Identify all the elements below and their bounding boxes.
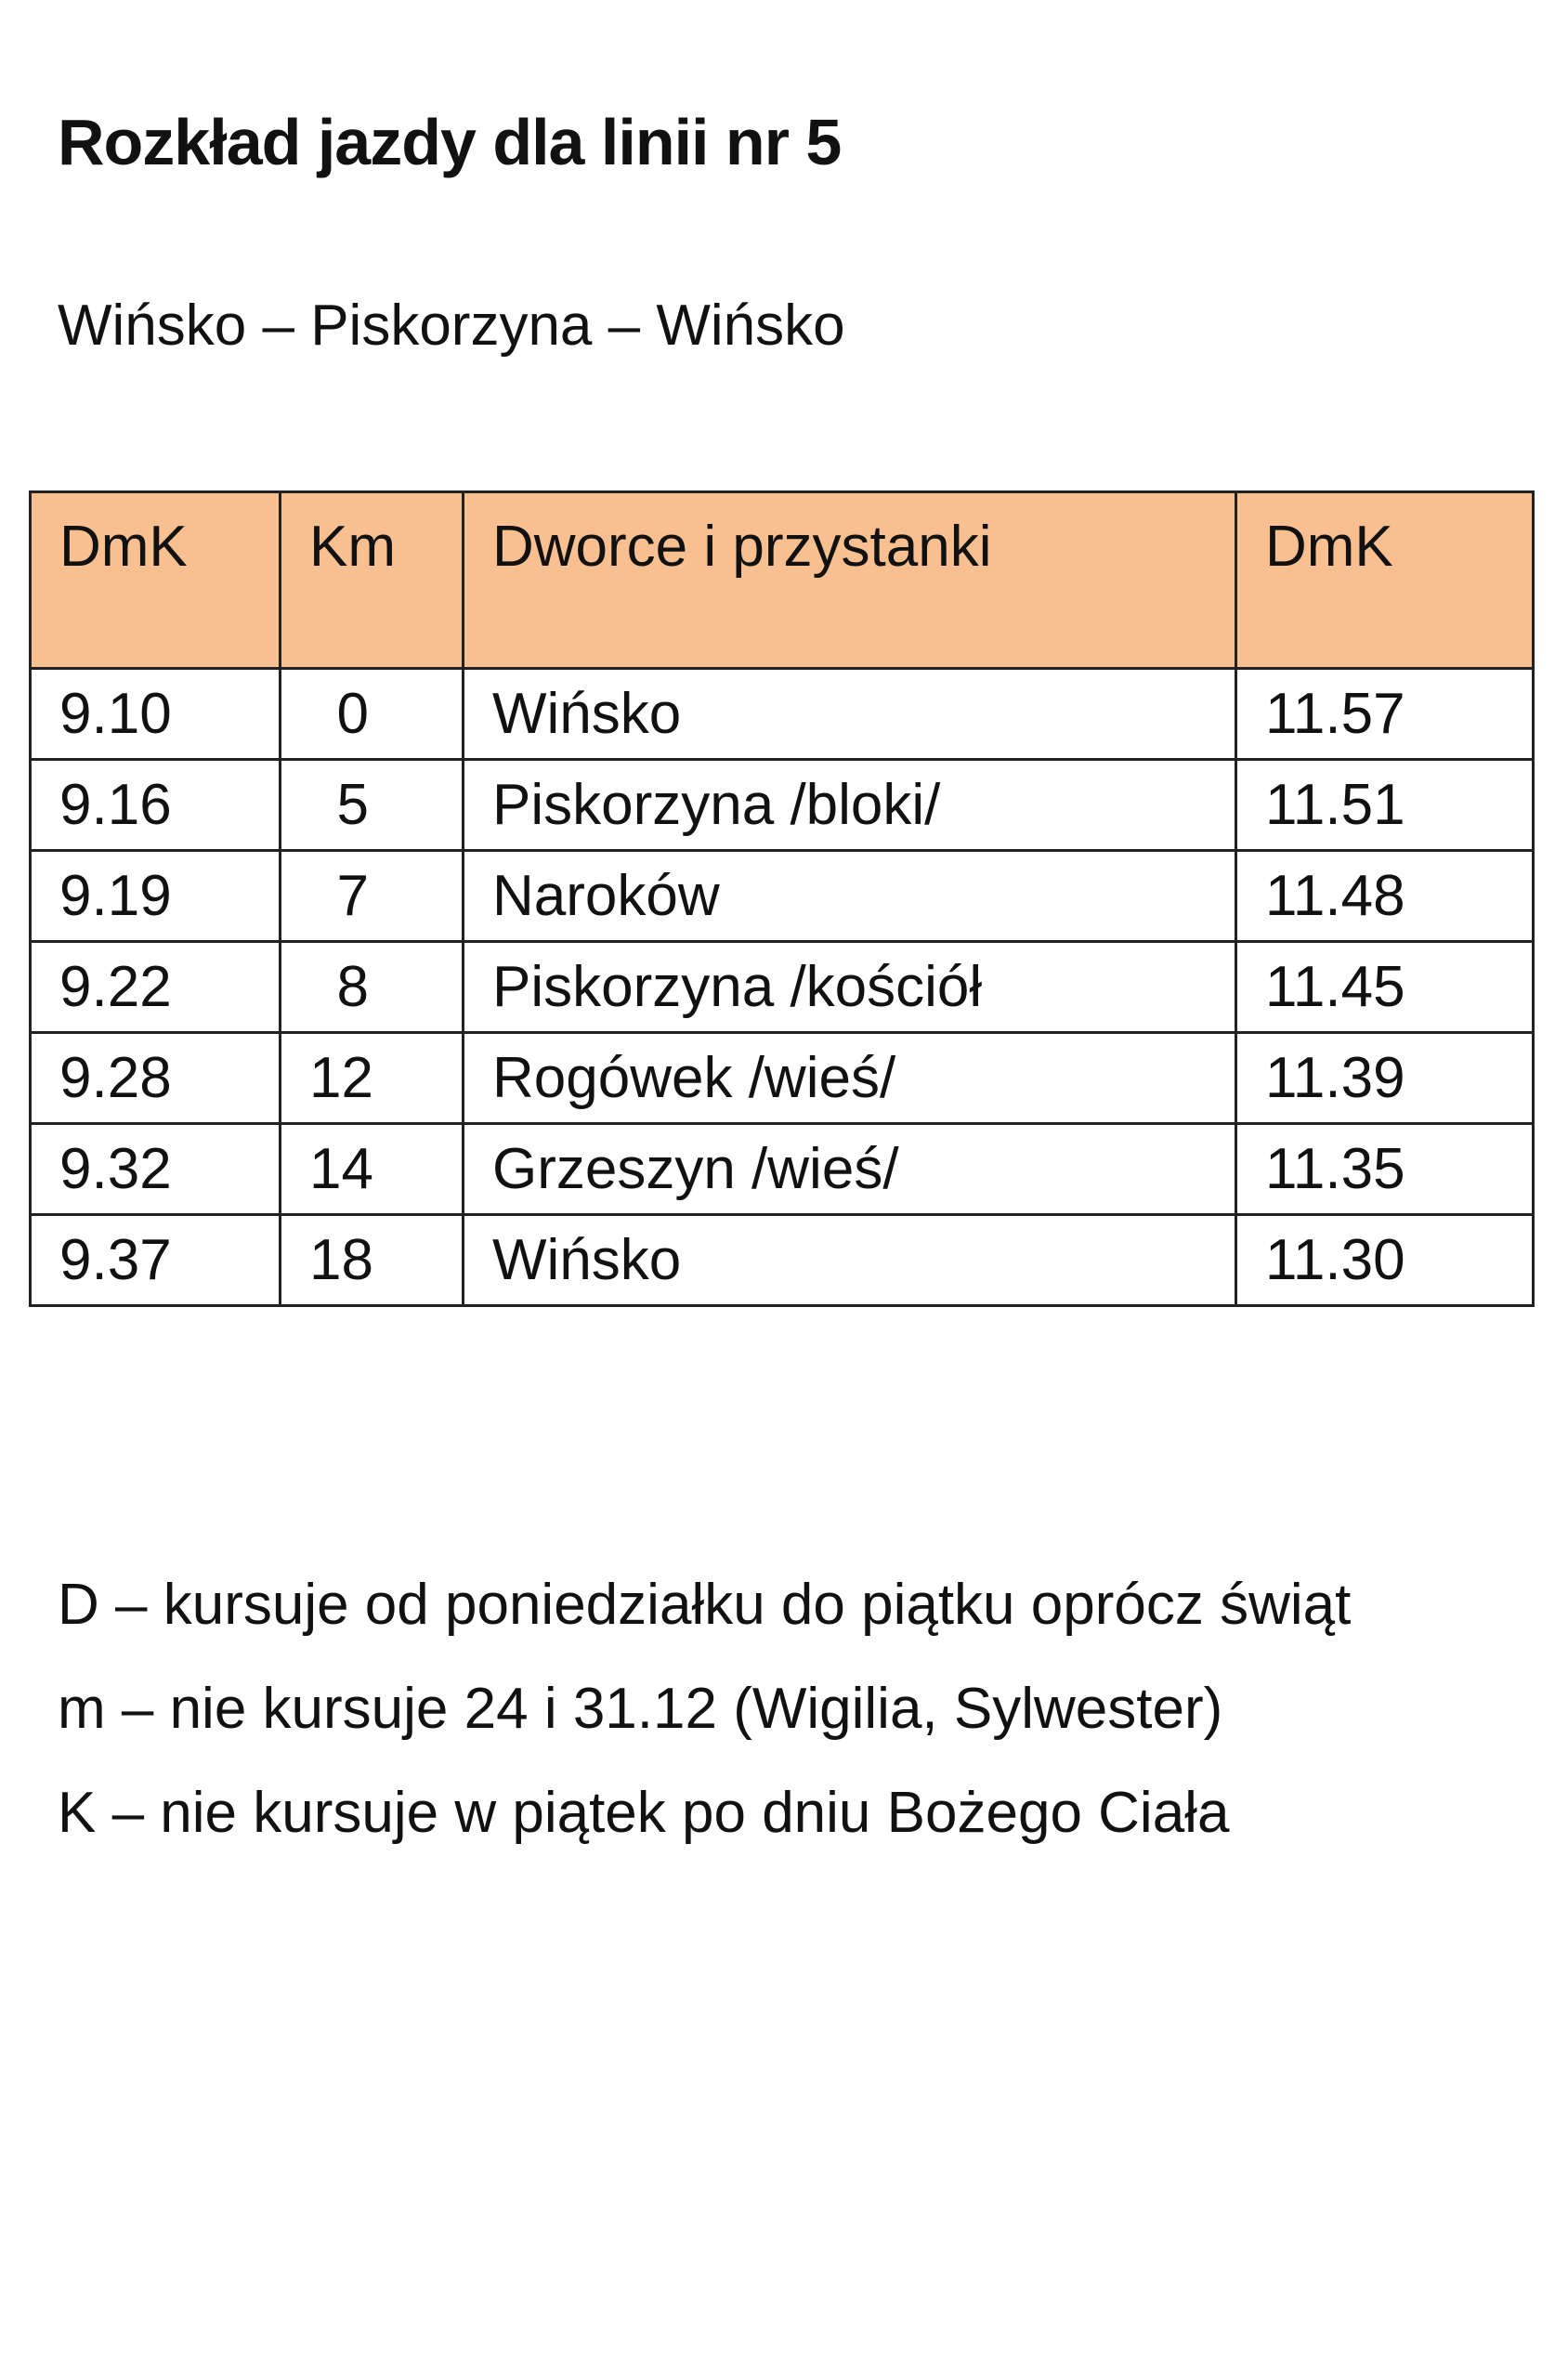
table-row	[31, 942, 1534, 1033]
departure-time: 9.19	[31, 851, 281, 942]
stop-name: Wińsko	[464, 669, 1236, 760]
table-header-row	[31, 492, 1534, 669]
departure-time: 9.32	[31, 1124, 281, 1215]
stop-name: Wińsko	[464, 1215, 1236, 1306]
departure-time: 9.16	[31, 760, 281, 851]
return-time: 11.51	[1236, 760, 1534, 851]
km-value: 0	[281, 669, 464, 760]
table-row	[31, 851, 1534, 942]
return-time: 11.39	[1236, 1033, 1534, 1124]
return-time: 11.57	[1236, 669, 1534, 760]
km-value: 8	[281, 942, 464, 1033]
km-value: 7	[281, 851, 464, 942]
header-return: DmK	[1236, 492, 1534, 669]
header-km: Km	[281, 492, 464, 669]
note-k: K – nie kursuje w piątek po dniu Bożego Ciała	[58, 1781, 1230, 1845]
stop-name: Piskorzyna /kościół	[464, 942, 1236, 1033]
return-time: 11.48	[1236, 851, 1534, 942]
table-row	[31, 1033, 1534, 1124]
header-departure: DmK	[31, 492, 281, 669]
table-row	[31, 1215, 1534, 1306]
km-value: 12	[281, 1033, 464, 1124]
timetable	[29, 490, 1535, 1307]
return-time: 11.45	[1236, 942, 1534, 1033]
page-title: Rozkład jazdy dla linii nr 5	[58, 106, 842, 178]
note-m: m – nie kursuje 24 i 31.12 (Wigilia, Sylwester)	[58, 1677, 1223, 1741]
header-stops: Dworce i przystanki	[464, 492, 1236, 669]
return-time: 11.35	[1236, 1124, 1534, 1215]
departure-time: 9.28	[31, 1033, 281, 1124]
stop-name: Rogówek /wieś/	[464, 1033, 1236, 1124]
note-d: D – kursuje od poniedziałku do piątku oprócz świąt	[58, 1573, 1352, 1637]
table-row	[31, 760, 1534, 851]
stop-name: Grzeszyn /wieś/	[464, 1124, 1236, 1215]
km-value: 5	[281, 760, 464, 851]
route-subtitle: Wińsko – Piskorzyna – Wińsko	[58, 294, 845, 358]
km-value: 14	[281, 1124, 464, 1215]
legend-notes	[58, 1553, 1351, 1865]
departure-time: 9.10	[31, 669, 281, 760]
departure-time: 9.22	[31, 942, 281, 1033]
stop-name: Piskorzyna /bloki/	[464, 760, 1236, 851]
table-row	[31, 669, 1534, 760]
departure-time: 9.37	[31, 1215, 281, 1306]
km-value: 18	[281, 1215, 464, 1306]
stop-name: Naroków	[464, 851, 1236, 942]
table-row	[31, 1124, 1534, 1215]
return-time: 11.30	[1236, 1215, 1534, 1306]
